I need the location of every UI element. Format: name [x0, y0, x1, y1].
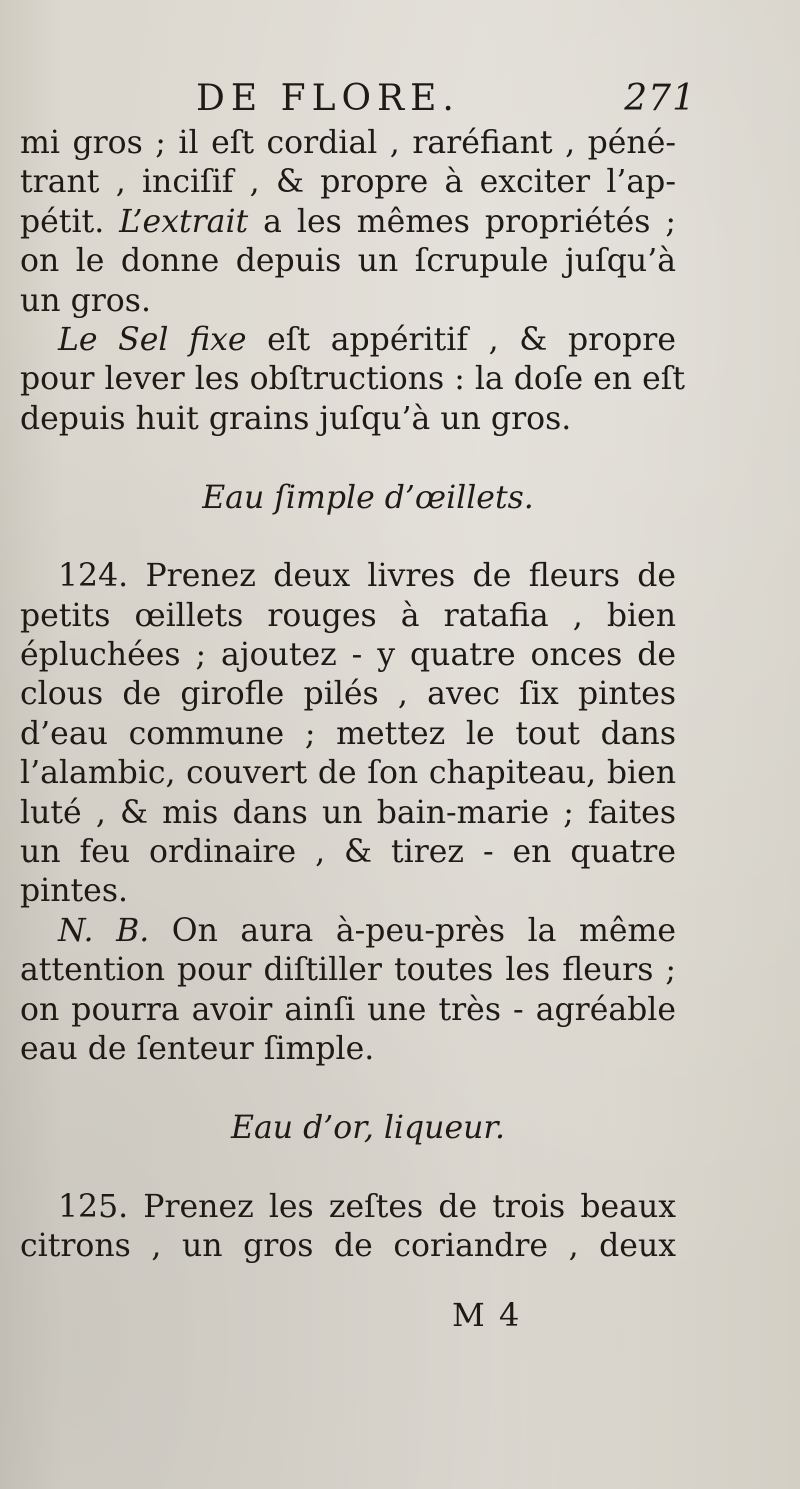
text-line: clous de girofle pilés , avec ſix pintes — [20, 676, 676, 713]
blank-line — [20, 439, 676, 478]
page-number: 271 — [624, 78, 696, 119]
body-text — [20, 124, 686, 1266]
text-line: luté , & mis dans un bain-marie ; faites — [20, 794, 676, 831]
blank-line — [20, 1069, 676, 1108]
text-line: l’alambic, couvert de ſon chapiteau, bien — [20, 755, 676, 792]
text-segment: pétit. — [20, 203, 120, 240]
text-line: trant , inciſif , & propre à exciter l’ap- — [20, 164, 676, 201]
blank-line — [20, 518, 676, 557]
text-line: citrons , un gros de coriandre , deux — [20, 1227, 676, 1264]
running-title: DE FLORE. — [196, 78, 460, 119]
text-line: épluchées ; ajoutez - y quatre onces de — [20, 637, 676, 674]
text-segment: On aura à-peu-près la même — [149, 912, 676, 949]
section-title: Eau d’or, liqueur. — [231, 1109, 505, 1146]
text-line: pour lever les obſtructions : la doſe en eſt — [20, 361, 686, 398]
text-line: petits œillets rouges à ratafia , bien — [20, 597, 676, 634]
text-line: eau de ſenteur ſimple. — [20, 1030, 375, 1067]
text-line — [20, 321, 676, 360]
text-line: d’eau commune ; mettez le tout dans — [20, 715, 676, 752]
text-line: pintes. — [20, 873, 129, 910]
text-line: on pourra avoir ainſi une très - agréable — [20, 991, 676, 1028]
section-title: Eau ſimple d’œillets. — [202, 479, 534, 516]
text-line: mi gros ; il eſt cordial , raréfiant , péné- — [20, 125, 676, 161]
text-line: 125. Prenez les zeſtes de trois beaux — [58, 1188, 676, 1225]
text-line: depuis huit grains juſqu’à un gros. — [20, 400, 572, 437]
running-header — [196, 78, 696, 128]
blank-line — [20, 1148, 676, 1187]
italic-phrase: Le Sel fixe — [58, 321, 247, 358]
text-segment: a les mêmes propriétés ; — [248, 203, 676, 240]
text-line: on le donne depuis un ſcrupule juſqu’à — [20, 243, 676, 280]
text-line: un feu ordinaire , & tirez - en quatre — [20, 834, 676, 871]
text-line: un gros. — [20, 282, 151, 319]
signature-mark: M 4 — [452, 1296, 522, 1334]
text-segment: eſt appéritif , & propre — [246, 321, 676, 358]
text-line: attention pour diſtiller toutes les fleurs ; — [20, 952, 676, 989]
text-line — [20, 203, 676, 242]
italic-phrase: L’extrait — [119, 203, 249, 240]
italic-phrase: N. B. — [58, 912, 150, 949]
text-line — [20, 912, 676, 951]
text-line: 124. Prenez deux livres de fleurs de — [58, 558, 676, 595]
